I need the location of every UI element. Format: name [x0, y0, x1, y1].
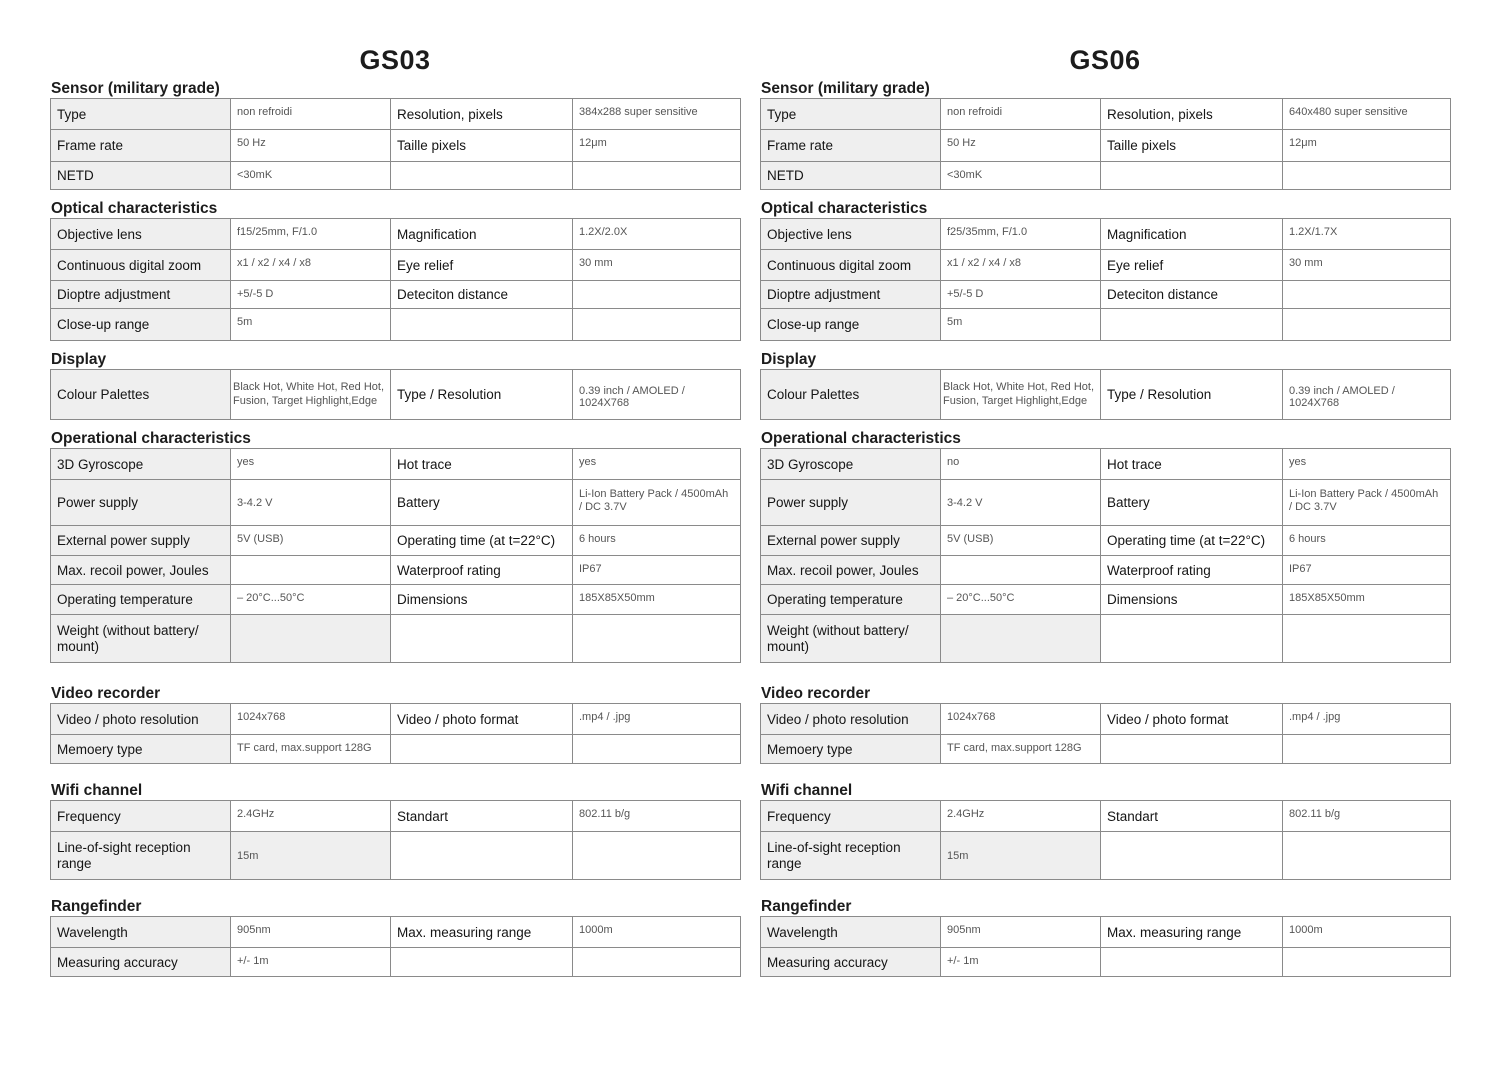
- spec-label: Objective lens: [761, 219, 941, 250]
- spec-value: [1283, 832, 1451, 880]
- section-title-display: Display: [761, 351, 817, 368]
- spec-label: Weight (without battery/ mount): [761, 615, 941, 663]
- table-row: [51, 948, 741, 977]
- spec-value: f25/35mm, F/1.0: [941, 219, 1101, 250]
- spec-label: Resolution, pixels: [1101, 99, 1283, 130]
- spec-table-optical: [760, 218, 1451, 341]
- spec-label: Waterproof rating: [1101, 556, 1283, 585]
- product-column-gs03: [50, 42, 740, 977]
- spec-table-display: [50, 369, 741, 420]
- spec-table-rangefinder: [50, 916, 741, 977]
- table-row: [51, 735, 741, 764]
- spec-label: [391, 735, 573, 764]
- spec-value: 1000m: [1283, 917, 1451, 948]
- table-row: [761, 832, 1451, 880]
- table-row: [51, 370, 741, 420]
- table-row: [761, 801, 1451, 832]
- spec-label: Battery: [391, 480, 573, 526]
- table-row: [761, 130, 1451, 162]
- spec-value: Li-Ion Battery Pack / 4500mAh / DC 3.7V: [1283, 480, 1451, 526]
- spec-table-wifi: [50, 800, 741, 880]
- spec-value: 384x288 super sensitive: [573, 99, 741, 130]
- spec-label: Colour Palettes: [51, 370, 231, 420]
- spec-value: +/- 1m: [231, 948, 391, 977]
- table-row: [761, 281, 1451, 309]
- spec-value: Black Hot, White Hot, Red Hot, Fusion, Target Highlight,Edge: [231, 370, 391, 420]
- spec-table-wifi: [760, 800, 1451, 880]
- spec-value: 802.11 b/g: [1283, 801, 1451, 832]
- spec-label: Taille pixels: [1101, 130, 1283, 162]
- table-row: [51, 480, 741, 526]
- spec-value: x1 / x2 / x4 / x8: [941, 250, 1101, 281]
- spec-value: 802.11 b/g: [573, 801, 741, 832]
- spec-value: 12μm: [1283, 130, 1451, 162]
- table-row: [51, 250, 741, 281]
- spec-label: Battery: [1101, 480, 1283, 526]
- spec-label: 3D Gyroscope: [761, 449, 941, 480]
- section-title-rangefinder: Rangefinder: [761, 898, 852, 915]
- spec-label: Weight (without battery/ mount): [51, 615, 231, 663]
- spec-table-display: [760, 369, 1451, 420]
- table-row: [761, 219, 1451, 250]
- spec-value: IP67: [1283, 556, 1451, 585]
- table-row: [761, 556, 1451, 585]
- spec-value: [231, 556, 391, 585]
- spec-value: 3-4.2 V: [231, 480, 391, 526]
- spec-label: Video / photo resolution: [761, 704, 941, 735]
- spec-label: Operating temperature: [761, 585, 941, 615]
- spec-value: f15/25mm, F/1.0: [231, 219, 391, 250]
- spec-value: .mp4 / .jpg: [573, 704, 741, 735]
- spec-label: Waterproof rating: [391, 556, 573, 585]
- spec-label: Wavelength: [761, 917, 941, 948]
- spec-label: Wavelength: [51, 917, 231, 948]
- spec-label: Max. recoil power, Joules: [51, 556, 231, 585]
- spec-value: 5m: [231, 309, 391, 341]
- spec-label: Frequency: [761, 801, 941, 832]
- spec-value: no: [941, 449, 1101, 480]
- table-row: [51, 704, 741, 735]
- spec-value: [573, 309, 741, 341]
- spec-value: [573, 832, 741, 880]
- spec-label: Type: [761, 99, 941, 130]
- spec-label: Max. measuring range: [1101, 917, 1283, 948]
- spec-value: [573, 162, 741, 190]
- spec-label: Close-up range: [761, 309, 941, 341]
- spec-value: – 20°C...50°C: [231, 585, 391, 615]
- spec-table-optical: [50, 218, 741, 341]
- spec-value: 5V (USB): [941, 526, 1101, 556]
- spec-value: [1283, 309, 1451, 341]
- spec-label: Max. measuring range: [391, 917, 573, 948]
- spec-value: 1.2X/1.7X: [1283, 219, 1451, 250]
- spec-label: [1101, 735, 1283, 764]
- spec-table-video-recorder: [760, 703, 1451, 764]
- section-title-video-recorder: Video recorder: [51, 685, 161, 702]
- spec-value: <30mK: [231, 162, 391, 190]
- spec-label: Standart: [391, 801, 573, 832]
- section-title-rangefinder: Rangefinder: [51, 898, 142, 915]
- spec-value: 0.39 inch / AMOLED / 1024X768: [573, 370, 741, 420]
- table-row: [761, 370, 1451, 420]
- spec-value: 0.39 inch / AMOLED / 1024X768: [1283, 370, 1451, 420]
- spec-value: 1024x768: [231, 704, 391, 735]
- spec-label: Hot trace: [391, 449, 573, 480]
- spec-value: 1024x768: [941, 704, 1101, 735]
- table-row: [51, 585, 741, 615]
- spec-table-operational: [760, 448, 1451, 663]
- spec-value: [573, 735, 741, 764]
- spec-label: Resolution, pixels: [391, 99, 573, 130]
- spec-value: 50 Hz: [941, 130, 1101, 162]
- spec-label: [391, 162, 573, 190]
- section-title-wifi: Wifi channel: [761, 782, 853, 799]
- table-row: [51, 917, 741, 948]
- table-row: [761, 615, 1451, 663]
- spec-label: [391, 832, 573, 880]
- spec-value: [573, 615, 741, 663]
- section-title-optical: Optical characteristics: [761, 200, 928, 217]
- spec-label: Magnification: [391, 219, 573, 250]
- spec-table-operational: [50, 448, 741, 663]
- spec-value: [1283, 162, 1451, 190]
- product-column-gs06: [760, 42, 1450, 977]
- spec-value: IP67: [573, 556, 741, 585]
- spec-label: Frequency: [51, 801, 231, 832]
- spec-table-sensor: [50, 98, 741, 190]
- spec-table-sensor: [760, 98, 1451, 190]
- spec-sections: [50, 78, 740, 977]
- spec-label: External power supply: [761, 526, 941, 556]
- spec-value: 3-4.2 V: [941, 480, 1101, 526]
- spec-label: Type / Resolution: [391, 370, 573, 420]
- section-title-operational: Operational characteristics: [51, 430, 251, 447]
- spec-value: 6 hours: [573, 526, 741, 556]
- table-row: [51, 556, 741, 585]
- spec-label: Operating temperature: [51, 585, 231, 615]
- spec-value: Black Hot, White Hot, Red Hot, Fusion, Target Highlight,Edge: [941, 370, 1101, 420]
- spec-label: Line-of-sight reception range: [51, 832, 231, 880]
- spec-label: Power supply: [51, 480, 231, 526]
- table-row: [761, 585, 1451, 615]
- spec-label: Frame rate: [51, 130, 231, 162]
- spec-value: [1283, 281, 1451, 309]
- product-title: GS03: [359, 45, 431, 75]
- spec-value: 50 Hz: [231, 130, 391, 162]
- spec-value: 15m: [231, 832, 391, 880]
- spec-value: [1283, 615, 1451, 663]
- table-row: [51, 449, 741, 480]
- spec-value: non refroidi: [941, 99, 1101, 130]
- spec-label: Video / photo format: [1101, 704, 1283, 735]
- spec-label: Memoery type: [761, 735, 941, 764]
- spec-table-video-recorder: [50, 703, 741, 764]
- spec-label: Deteciton distance: [1101, 281, 1283, 309]
- table-row: [51, 130, 741, 162]
- table-row: [761, 735, 1451, 764]
- table-row: [761, 948, 1451, 977]
- spec-value: 30 mm: [1283, 250, 1451, 281]
- spec-value: 5m: [941, 309, 1101, 341]
- spec-label: Colour Palettes: [761, 370, 941, 420]
- spec-value: TF card, max.support 128G: [231, 735, 391, 764]
- table-row: [51, 832, 741, 880]
- table-row: [761, 704, 1451, 735]
- spec-value: yes: [573, 449, 741, 480]
- spec-table-rangefinder: [760, 916, 1451, 977]
- spec-label: NETD: [761, 162, 941, 190]
- spec-label: Operating time (at t=22°C): [1101, 526, 1283, 556]
- spec-value: [941, 556, 1101, 585]
- spec-value: 905nm: [941, 917, 1101, 948]
- spec-label: Taille pixels: [391, 130, 573, 162]
- table-row: [761, 917, 1451, 948]
- spec-label: Power supply: [761, 480, 941, 526]
- spec-label: Dimensions: [1101, 585, 1283, 615]
- spec-label: [391, 615, 573, 663]
- product-title: GS06: [1069, 45, 1141, 75]
- table-row: [51, 281, 741, 309]
- spec-label: [1101, 948, 1283, 977]
- spec-label: [1101, 615, 1283, 663]
- spec-value: x1 / x2 / x4 / x8: [231, 250, 391, 281]
- spec-label: NETD: [51, 162, 231, 190]
- table-row: [51, 162, 741, 190]
- spec-value: Li-Ion Battery Pack / 4500mAh / DC 3.7V: [573, 480, 741, 526]
- spec-label: Dimensions: [391, 585, 573, 615]
- spec-value: [1283, 735, 1451, 764]
- spec-value: [941, 615, 1101, 663]
- spec-value: [573, 948, 741, 977]
- table-row: [51, 99, 741, 130]
- spec-value: 1.2X/2.0X: [573, 219, 741, 250]
- spec-label: Standart: [1101, 801, 1283, 832]
- spec-value: [231, 615, 391, 663]
- section-title-sensor: Sensor (military grade): [761, 80, 930, 97]
- section-title-wifi: Wifi channel: [51, 782, 143, 799]
- spec-value: 30 mm: [573, 250, 741, 281]
- spec-label: Continuous digital zoom: [51, 250, 231, 281]
- table-row: [51, 526, 741, 556]
- table-row: [761, 162, 1451, 190]
- spec-label: Frame rate: [761, 130, 941, 162]
- spec-label: Magnification: [1101, 219, 1283, 250]
- spec-value: 2.4GHz: [941, 801, 1101, 832]
- spec-value: [1283, 948, 1451, 977]
- table-row: [761, 480, 1451, 526]
- spec-label: Objective lens: [51, 219, 231, 250]
- table-row: [761, 449, 1451, 480]
- spec-label: Type: [51, 99, 231, 130]
- spec-value: 185X85X50mm: [1283, 585, 1451, 615]
- spec-label: Memoery type: [51, 735, 231, 764]
- spec-label: 3D Gyroscope: [51, 449, 231, 480]
- spec-value: +/- 1m: [941, 948, 1101, 977]
- spec-label: [1101, 832, 1283, 880]
- spec-value: non refroidi: [231, 99, 391, 130]
- spec-label: Max. recoil power, Joules: [761, 556, 941, 585]
- spec-value: 2.4GHz: [231, 801, 391, 832]
- spec-label: [391, 309, 573, 341]
- spec-value: 6 hours: [1283, 526, 1451, 556]
- table-row: [51, 219, 741, 250]
- section-title-operational: Operational characteristics: [761, 430, 961, 447]
- spec-label: Line-of-sight reception range: [761, 832, 941, 880]
- spec-label: Dioptre adjustment: [761, 281, 941, 309]
- table-row: [51, 801, 741, 832]
- spec-value: [573, 281, 741, 309]
- spec-value: 5V (USB): [231, 526, 391, 556]
- section-title-video-recorder: Video recorder: [761, 685, 871, 702]
- spec-label: Eye relief: [1101, 250, 1283, 281]
- spec-value: 1000m: [573, 917, 741, 948]
- spec-value: +5/-5 D: [941, 281, 1101, 309]
- table-row: [51, 309, 741, 341]
- spec-value: .mp4 / .jpg: [1283, 704, 1451, 735]
- spec-label: [391, 948, 573, 977]
- spec-value: yes: [231, 449, 391, 480]
- spec-sections: [760, 78, 1450, 977]
- table-row: [761, 309, 1451, 341]
- spec-label: Continuous digital zoom: [761, 250, 941, 281]
- spec-label: External power supply: [51, 526, 231, 556]
- spec-label: Measuring accuracy: [51, 948, 231, 977]
- spec-label: [1101, 162, 1283, 190]
- spec-value: 640x480 super sensitive: [1283, 99, 1451, 130]
- spec-value: 15m: [941, 832, 1101, 880]
- spec-value: 905nm: [231, 917, 391, 948]
- spec-label: Dioptre adjustment: [51, 281, 231, 309]
- spec-label: Operating time (at t=22°C): [391, 526, 573, 556]
- section-title-display: Display: [51, 351, 107, 368]
- spec-label: Type / Resolution: [1101, 370, 1283, 420]
- spec-value: 185X85X50mm: [573, 585, 741, 615]
- spec-label: Video / photo format: [391, 704, 573, 735]
- section-title-optical: Optical characteristics: [51, 200, 218, 217]
- spec-label: [1101, 309, 1283, 341]
- spec-value: yes: [1283, 449, 1451, 480]
- spec-label: Deteciton distance: [391, 281, 573, 309]
- table-row: [761, 250, 1451, 281]
- table-row: [761, 99, 1451, 130]
- section-title-sensor: Sensor (military grade): [51, 80, 220, 97]
- spec-value: TF card, max.support 128G: [941, 735, 1101, 764]
- spec-label: Hot trace: [1101, 449, 1283, 480]
- spec-value: – 20°C...50°C: [941, 585, 1101, 615]
- spec-value: <30mK: [941, 162, 1101, 190]
- spec-label: Close-up range: [51, 309, 231, 341]
- table-row: [51, 615, 741, 663]
- spec-label: Video / photo resolution: [51, 704, 231, 735]
- table-row: [761, 526, 1451, 556]
- spec-value: +5/-5 D: [231, 281, 391, 309]
- spec-label: Eye relief: [391, 250, 573, 281]
- spec-value: 12μm: [573, 130, 741, 162]
- spec-label: Measuring accuracy: [761, 948, 941, 977]
